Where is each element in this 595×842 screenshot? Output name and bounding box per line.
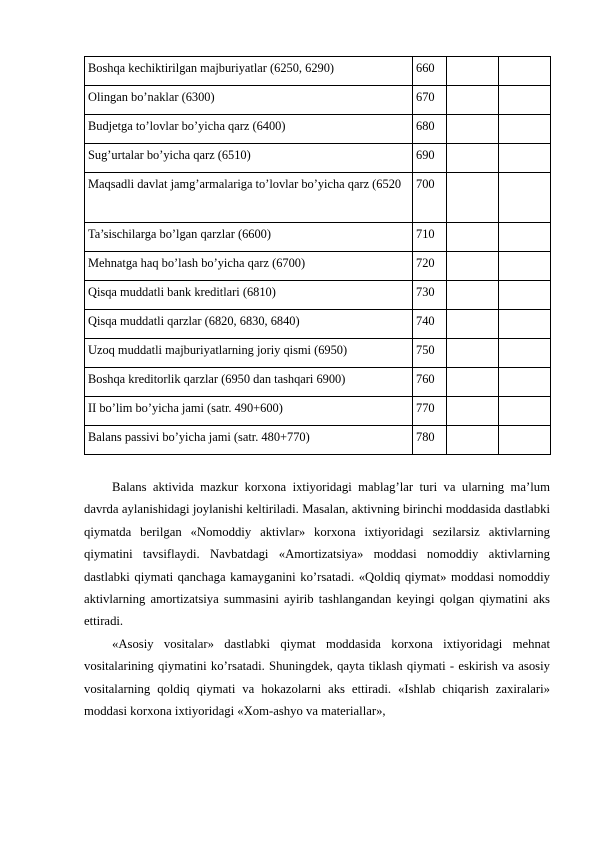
row-code: 670 <box>413 86 447 115</box>
period-end-cell <box>499 86 551 115</box>
period-end-cell <box>499 310 551 339</box>
row-label: Boshqa kreditorlik qarzlar (6950 dan tashqari 6900) <box>85 368 413 397</box>
table-row <box>85 310 551 339</box>
table-row <box>85 115 551 144</box>
table-row <box>85 173 551 223</box>
row-label: II bo’lim bo’yicha jami (satr. 490+600) <box>85 397 413 426</box>
table-row <box>85 281 551 310</box>
table-body <box>85 57 551 455</box>
row-code: 710 <box>413 223 447 252</box>
balance-passive-table <box>84 56 551 455</box>
row-label: Uzoq muddatli majburiyatlarning joriy qismi (6950) <box>85 339 413 368</box>
row-code: 720 <box>413 252 447 281</box>
period-end-cell <box>499 368 551 397</box>
period-start-cell <box>447 368 499 397</box>
table-row <box>85 397 551 426</box>
row-code: 730 <box>413 281 447 310</box>
row-label: Mehnatga haq bo’lash bo’yicha qarz (6700) <box>85 252 413 281</box>
table-row <box>85 86 551 115</box>
row-code: 750 <box>413 339 447 368</box>
row-label: Sug’urtalar bo’yicha qarz (6510) <box>85 144 413 173</box>
table-row <box>85 368 551 397</box>
row-label: Budjetga to’lovlar bo’yicha qarz (6400) <box>85 115 413 144</box>
table-row <box>85 223 551 252</box>
row-code: 680 <box>413 115 447 144</box>
body-text <box>84 476 550 722</box>
period-end-cell <box>499 281 551 310</box>
period-start-cell <box>447 426 499 455</box>
period-start-cell <box>447 223 499 252</box>
period-start-cell <box>447 144 499 173</box>
paragraph-2: «Asosiy vositalar» dastlabki qiymat moddasida korxona ixtiyoridagi mehnat vositalarining qiymatini ko’rsatadi. Shuningdek, qayta tiklash qiymati - eskirish va asosiy vositalarning qoldiq qiymati va hokazolarni aks ettiradi. «Ishlab chiqarish zaxiralari» moddasi korxona ixtiyoridagi «Xom-ashyo va materiallar», <box>84 636 550 719</box>
row-code: 770 <box>413 397 447 426</box>
period-end-cell <box>499 173 551 223</box>
row-code: 760 <box>413 368 447 397</box>
period-end-cell <box>499 223 551 252</box>
row-label: Qisqa muddatli qarzlar (6820, 6830, 6840) <box>85 310 413 339</box>
period-end-cell <box>499 144 551 173</box>
table-row <box>85 252 551 281</box>
row-label: Boshqa kechiktirilgan majburiyatlar (6250, 6290) <box>85 57 413 86</box>
period-start-cell <box>447 173 499 223</box>
period-end-cell <box>499 57 551 86</box>
period-start-cell <box>447 281 499 310</box>
period-end-cell <box>499 339 551 368</box>
period-start-cell <box>447 310 499 339</box>
row-label: Balans passivi bo’yicha jami (satr. 480+770) <box>85 426 413 455</box>
table-row <box>85 57 551 86</box>
row-code: 740 <box>413 310 447 339</box>
period-start-cell <box>447 397 499 426</box>
row-label: Ta’sischilarga bo’lgan qarzlar (6600) <box>85 223 413 252</box>
row-label: Maqsadli davlat jamg’armalariga to’lovlar bo’yicha qarz (6520 <box>85 173 413 223</box>
table-row <box>85 426 551 455</box>
row-label: Qisqa muddatli bank kreditlari (6810) <box>85 281 413 310</box>
table-row <box>85 339 551 368</box>
period-start-cell <box>447 86 499 115</box>
paragraph-1: Balans aktivida mazkur korxona ixtiyoridagi mablag’lar turi va ularning ma’lum davrda aylanishidagi joylanishi keltiriladi. Masalan, aktivning birinchi moddasida dastlabki qiymatda berilgan «Nomoddiy aktivlar» korxona ixtiyoridagi sezilarsiz aktivlarning qiymatini tavsiflaydi. Navbatdagi «Amortizatsiya» moddasi nomoddiy aktivlarning dastlabki qiymati qanchaga kamayganini ko’rsatadi. «Qoldiq qiymat» moddasi nomoddiy aktivlarning amortizatsiya summasini ayirib tashlangandan keyingi qolgan qiymatini aks ettiradi. <box>84 480 550 629</box>
row-code: 690 <box>413 144 447 173</box>
period-end-cell <box>499 252 551 281</box>
period-end-cell <box>499 397 551 426</box>
row-code: 660 <box>413 57 447 86</box>
row-label: Olingan bo’naklar (6300) <box>85 86 413 115</box>
period-start-cell <box>447 339 499 368</box>
table-row <box>85 144 551 173</box>
period-start-cell <box>447 252 499 281</box>
period-start-cell <box>447 115 499 144</box>
period-end-cell <box>499 115 551 144</box>
period-end-cell <box>499 426 551 455</box>
period-start-cell <box>447 57 499 86</box>
row-code: 780 <box>413 426 447 455</box>
row-code: 700 <box>413 173 447 223</box>
